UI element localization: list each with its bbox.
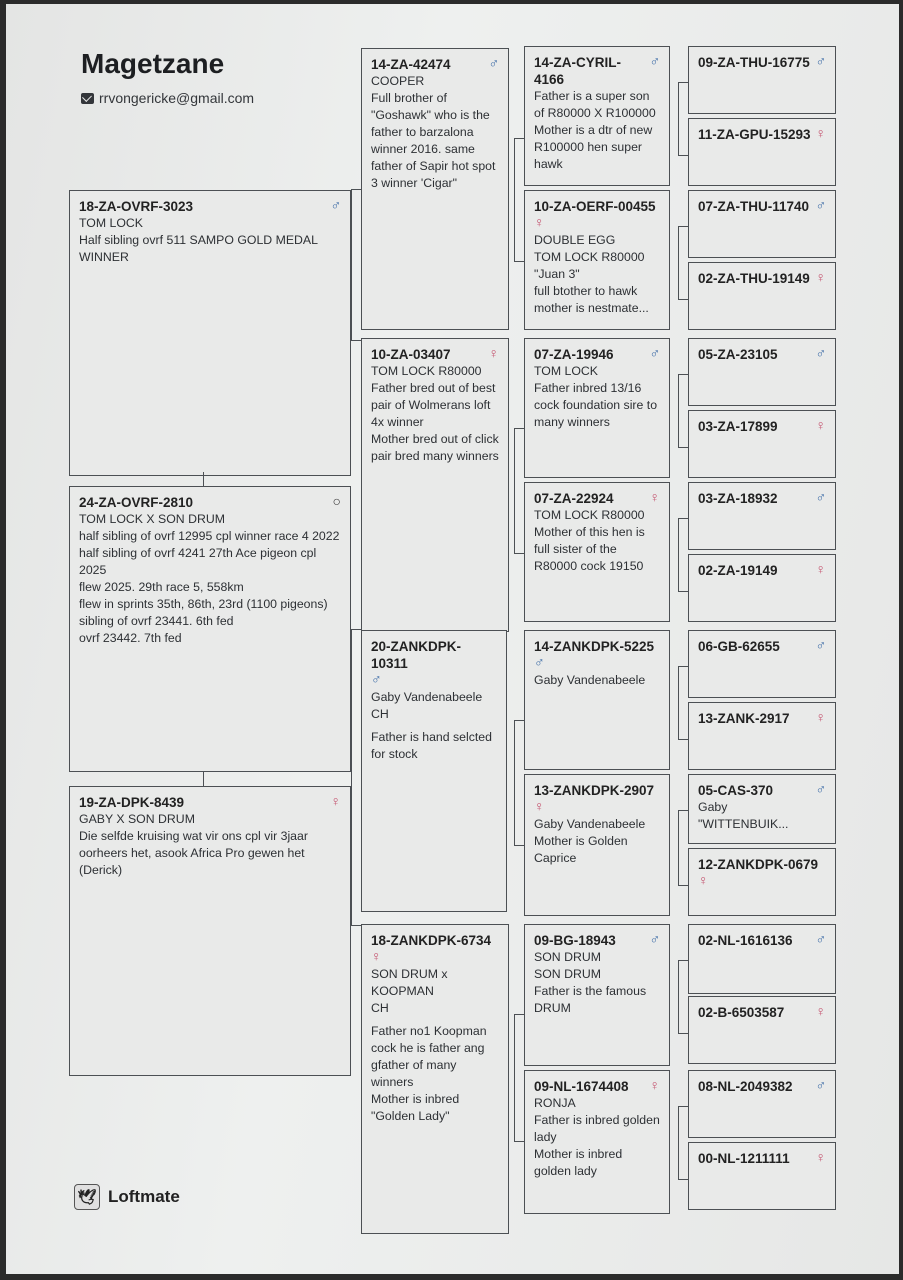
female-symbol: ♀ (649, 489, 660, 505)
pigeon-card-gen2-3[interactable] (524, 482, 670, 622)
ring-number: 07-ZA-22924 (534, 491, 614, 506)
tree-connector (678, 666, 689, 740)
loft-name: Magetzane (81, 48, 225, 79)
pigeon-icon: 🕊 (74, 1184, 100, 1210)
tree-connector (678, 810, 689, 886)
ring-number: 07-ZA-19946 (534, 347, 614, 362)
female-symbol: ♀ (815, 1003, 826, 1019)
card-header (79, 198, 341, 215)
card-note: Mother is a dtr of new R100000 hen super hawk (534, 123, 656, 171)
card-note: Gaby Vandenabeele (534, 673, 646, 687)
male-symbol: ♂ (815, 197, 826, 213)
pigeon-card-gen2-7[interactable] (524, 1070, 670, 1214)
card-note: Father inbred 13/16 cock foundation sire to many winners (534, 381, 661, 429)
card-note: Gaby Vandenabeele CH (371, 690, 486, 721)
sex-row (371, 949, 499, 966)
tree-connector (678, 1106, 689, 1180)
male-symbol: ♂ (815, 931, 826, 947)
card-header (698, 54, 826, 71)
pigeon-card-gen3-8[interactable] (688, 630, 836, 698)
card-note: TOM LOCK R80000 (371, 364, 482, 378)
female-symbol: ♀ (698, 872, 709, 888)
card-note: TOM LOCK R80000 (534, 508, 645, 522)
female-symbol: ♀ (534, 798, 545, 814)
card-header (698, 932, 826, 949)
ring-number: 14-ZA-CYRIL-4166 (534, 55, 621, 87)
mail-icon (81, 93, 94, 104)
ring-number: 00-NL-1211111 (698, 1151, 790, 1166)
ring-number: 10-ZA-03407 (371, 347, 451, 362)
card-note: half sibling of ovrf 4241 27th Ace pigeon cpl 2025 (79, 546, 320, 577)
pigeon-card-gen3-15[interactable] (688, 1142, 836, 1210)
card-note: RONJA (534, 1096, 576, 1110)
pigeon-card-gen3-7[interactable] (688, 554, 836, 622)
card-note: TOM LOCK (79, 216, 144, 230)
sex-row (371, 672, 497, 689)
ring-number: 02-NL-1616136 (698, 933, 793, 948)
card-header (698, 638, 826, 655)
card-note: Mother of this hen is full sister of the R80000 cock 19150 (534, 525, 649, 573)
card-note: "WITTENBUIK... (698, 817, 789, 831)
ring-number: 14-ZA-42474 (371, 57, 451, 72)
card-note: Father no1 Koopman cock he is father ang gfather of many winners (371, 1024, 490, 1089)
ring-number: 05-CAS-370 (698, 783, 774, 798)
card-note: flew 2025. 29th race 5, 558km (79, 580, 244, 594)
ring-number: 24-ZA-OVRF-2810 (79, 495, 194, 510)
pigeon-card-gen3-11[interactable] (688, 848, 836, 916)
female-symbol: ♀ (815, 709, 826, 725)
female-symbol: ♀ (815, 1149, 826, 1165)
card-header (698, 1078, 826, 1095)
card-note: mother is nestmate... (534, 301, 649, 315)
male-symbol: ♂ (488, 55, 499, 71)
ring-number: 02-ZA-THU-19149 (698, 271, 810, 286)
female-symbol: ♀ (330, 793, 341, 809)
female-symbol: ♀ (534, 214, 545, 230)
male-symbol: ♂ (815, 1077, 826, 1093)
pigeon-card-gen3-3[interactable] (688, 262, 836, 330)
card-header (534, 54, 660, 88)
ring-number: 02-ZA-19149 (698, 563, 778, 578)
male-symbol: ♂ (815, 637, 826, 653)
card-header (698, 782, 826, 799)
pigeon-card-gen3-13[interactable] (688, 996, 836, 1064)
card-header (534, 346, 660, 363)
tree-connector (203, 772, 204, 786)
card-note: Half sibling ovrf 511 SAMPO GOLD MEDAL WINNER (79, 233, 321, 264)
ring-number: 19-ZA-DPK-8439 (79, 795, 185, 810)
male-symbol: ♂ (815, 781, 826, 797)
ring-number: 13-ZANKDPK-2907 (534, 783, 655, 798)
card-note: DOUBLE EGG (534, 233, 616, 247)
card-header (371, 638, 497, 672)
male-symbol: ♂ (649, 931, 660, 947)
pigeon-card-gen1-1[interactable] (361, 338, 509, 632)
pigeon-card-gen3-4[interactable] (688, 338, 836, 406)
pigeon-card-gen1-0[interactable] (361, 48, 509, 330)
ring-number: 05-ZA-23105 (698, 347, 778, 362)
card-header (698, 1004, 826, 1021)
pigeon-card-gen2-5[interactable] (524, 774, 670, 916)
tree-connector (514, 1014, 525, 1142)
card-note: Full brother of "Goshawk" who is the father to barzalona winner 2016. same father of Sapir hot spot 3 winner 'Cigar" (371, 91, 499, 190)
female-symbol: ♀ (815, 417, 826, 433)
ring-number: 09-ZA-THU-16775 (698, 55, 810, 70)
contact-email[interactable] (81, 90, 254, 106)
card-note: Father is hand selcted for stock (371, 730, 496, 761)
card-note: COOPER (371, 74, 425, 88)
pedigree-sheet (6, 4, 899, 1274)
tree-connector (678, 960, 689, 1034)
card-header (534, 932, 660, 949)
ring-number: 18-ZANKDPK-6734 (371, 933, 492, 948)
card-note: SON DRUM (534, 967, 601, 981)
pigeon-card-gen3-1[interactable] (688, 118, 836, 186)
card-note: half sibling of ovrf 12995 cpl winner race 4 2022 (79, 529, 340, 543)
ring-number: 07-ZA-THU-11740 (698, 199, 810, 214)
card-note: Mother is Golden Caprice (534, 834, 632, 865)
pigeon-card-gen1-3[interactable] (361, 924, 509, 1234)
ring-number: 18-ZA-OVRF-3023 (79, 199, 194, 214)
card-header (371, 346, 499, 363)
card-header (698, 270, 826, 287)
card-header (698, 418, 826, 435)
tree-connector (514, 720, 525, 846)
sex-row (534, 799, 660, 816)
pigeon-card-gen2-1[interactable] (524, 190, 670, 330)
card-note: Gaby Vandenabeele (534, 817, 646, 831)
pigeon-card-gen2-2[interactable] (524, 338, 670, 478)
card-note: TOM LOCK X SON DRUM (79, 512, 225, 526)
card-header (79, 494, 341, 511)
unknown-sex-symbol: ○ (332, 493, 341, 509)
card-note: sibling of ovrf 23441. 6th fed (79, 614, 234, 628)
female-symbol: ♀ (815, 125, 826, 141)
card-header (698, 856, 826, 873)
card-note: Die selfde kruising wat vir ons cpl vir 3jaar oorheers het, asook Africa Pro gewen het (Derick) (79, 829, 312, 877)
card-note: SON DRUM (534, 950, 601, 964)
card-note: CH (371, 1001, 389, 1015)
card-header (698, 562, 826, 579)
ring-number: 09-NL-1674408 (534, 1079, 629, 1094)
ring-number: 10-ZA-OERF-00455 (534, 199, 656, 214)
male-symbol: ♂ (815, 489, 826, 505)
male-symbol: ♂ (330, 197, 341, 213)
card-note: Gaby (698, 800, 728, 814)
tree-connector (678, 226, 689, 300)
tree-connector (514, 138, 525, 262)
pigeon-card-gen1-2[interactable] (361, 630, 507, 912)
female-symbol: ♀ (815, 561, 826, 577)
card-header (698, 126, 826, 143)
card-note: ovrf 23442. 7th fed (79, 631, 182, 645)
card-note: Father is inbred golden lady (534, 1113, 664, 1144)
card-header (698, 198, 826, 215)
pigeon-card-gen0-1[interactable] (69, 486, 351, 772)
pigeon-card-gen0-2[interactable] (69, 786, 351, 1076)
sex-row (534, 215, 660, 232)
male-symbol: ♂ (649, 53, 660, 69)
card-header (698, 346, 826, 363)
card-note: TOM LOCK R80000 (534, 250, 645, 264)
pigeon-card-gen3-10[interactable] (688, 774, 836, 844)
card-note: full btother to hawk (534, 284, 638, 298)
female-symbol: ♀ (488, 345, 499, 361)
card-note: Mother is inbred golden lady (534, 1147, 626, 1178)
card-header (698, 710, 826, 727)
pigeon-card-gen3-5[interactable] (688, 410, 836, 478)
tree-connector (203, 472, 204, 486)
card-note: Mother bred out of click pair bred many winners (371, 432, 503, 463)
tree-connector (678, 82, 689, 156)
card-note: Mother is inbred "Golden Lady" (371, 1092, 463, 1123)
sex-row (534, 655, 660, 672)
sex-row (698, 873, 826, 890)
pigeon-card-gen3-14[interactable] (688, 1070, 836, 1138)
card-note: SON DRUM x KOOPMAN (371, 967, 451, 998)
ring-number: 13-ZANK-2917 (698, 711, 790, 726)
pigeon-card-gen3-6[interactable] (688, 482, 836, 550)
card-header (371, 932, 499, 949)
card-header (534, 198, 660, 215)
female-symbol: ♀ (371, 948, 382, 964)
pigeon-card-gen3-2[interactable] (688, 190, 836, 258)
tree-connector (678, 518, 689, 592)
card-header (371, 56, 499, 73)
pigeon-card-gen2-4[interactable] (524, 630, 670, 770)
card-header (534, 1078, 660, 1095)
card-note: "Juan 3" (534, 267, 580, 281)
ring-number: 12-ZANKDPK-0679 (698, 857, 819, 872)
card-header (698, 1150, 826, 1167)
card-note: TOM LOCK (534, 364, 599, 378)
ring-number: 06-GB-62655 (698, 639, 780, 654)
card-note: Father is the famous DRUM (534, 984, 650, 1015)
pigeon-card-gen2-0[interactable] (524, 46, 670, 186)
ring-number: 14-ZANKDPK-5225 (534, 639, 655, 654)
pigeon-card-gen3-0[interactable] (688, 46, 836, 114)
card-header (79, 794, 341, 811)
card-note: Father is a super son of R80000 X R100000 (534, 89, 656, 120)
female-symbol: ♀ (649, 1077, 660, 1093)
pigeon-card-gen3-9[interactable] (688, 702, 836, 770)
tree-connector (678, 374, 689, 448)
card-note: GABY X SON DRUM (79, 812, 195, 826)
tree-connector (514, 428, 525, 554)
tree-connector (351, 629, 362, 926)
ring-number: 09-BG-18943 (534, 933, 616, 948)
card-header (698, 490, 826, 507)
footer-brand[interactable] (74, 1184, 180, 1210)
female-symbol: ♀ (815, 269, 826, 285)
male-symbol: ♂ (815, 53, 826, 69)
pigeon-card-gen2-6[interactable] (524, 924, 670, 1066)
ring-number: 03-ZA-18932 (698, 491, 778, 506)
male-symbol: ♂ (815, 345, 826, 361)
brand-name: Loftmate (108, 1187, 180, 1206)
ring-number: 03-ZA-17899 (698, 419, 778, 434)
card-header (534, 638, 660, 655)
ring-number: 02-B-6503587 (698, 1005, 785, 1020)
card-header (534, 490, 660, 507)
male-symbol: ♂ (649, 345, 660, 361)
card-note: Father bred out of best pair of Wolmerans loft 4x winner (371, 381, 499, 429)
card-note: flew in sprints 35th, 86th, 23rd (1100 pigeons) (79, 597, 328, 611)
pigeon-card-gen3-12[interactable] (688, 924, 836, 994)
card-header (534, 782, 660, 799)
ring-number: 20-ZANKDPK-10311 (371, 639, 462, 671)
male-symbol: ♂ (371, 671, 382, 687)
pigeon-card-gen0-0[interactable] (69, 190, 351, 476)
male-symbol: ♂ (534, 654, 545, 670)
ring-number: 08-NL-2049382 (698, 1079, 793, 1094)
tree-connector (351, 189, 362, 341)
ring-number: 11-ZA-GPU-15293 (698, 127, 811, 142)
email-text: rrvongericke@gmail.com (99, 90, 255, 106)
